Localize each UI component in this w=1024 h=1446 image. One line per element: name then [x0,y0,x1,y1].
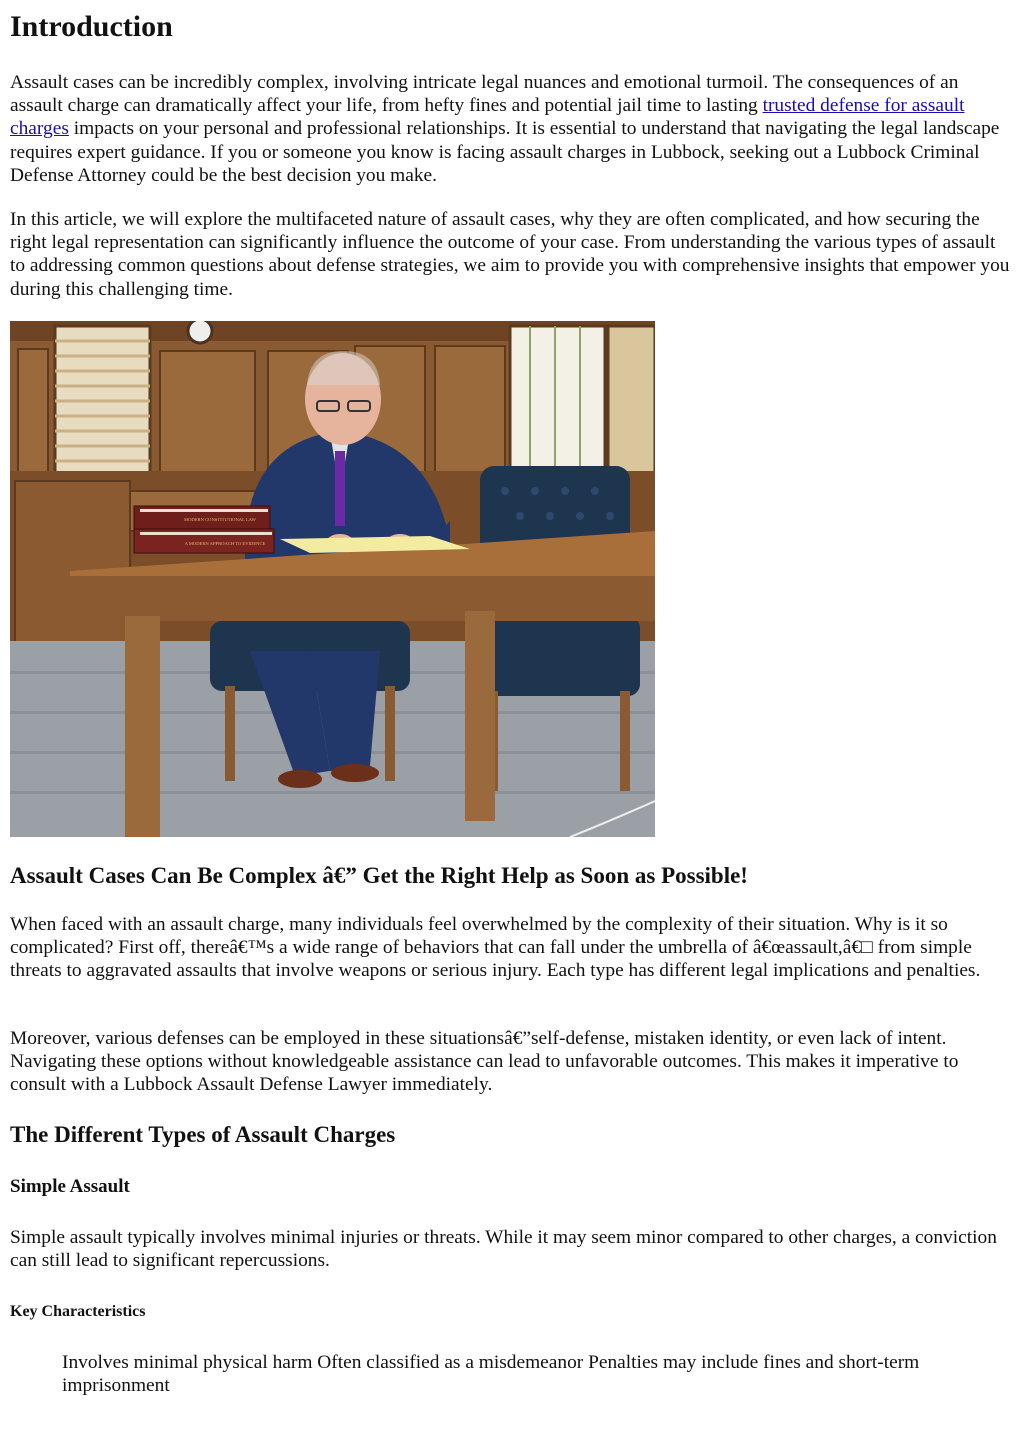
subheading-simple-assault: Simple Assault [10,1176,130,1197]
intro-text-after-link: impacts on your personal and professional relationships. It is essential to understand that navigating the legal landscape requires expert guidance. If you or someone you know is facing assault charges in Lubbock, seeking out a Lubbock Criminal Defense Attorney could be the best decision you make. [10,118,1000,186]
section1-paragraph-2: Moreover, various defenses can be employed in these situationsâ€”self-defense, mistaken identity, or even lack of intent. Navigating these options without knowledgeable assistance can lead to unfavorable outcomes. This makes it imperative to consult with a Lubbock Assault Defense Lawyer immediately. [10,1028,959,1096]
lawyer-at-desk-photo [10,321,655,837]
key-characteristics-heading: Key Characteristics [10,1303,146,1320]
key-characteristics-list: Involves minimal physical harm Often classified as a misdemeanor Penalties may include fines and short-term imprisonment [62,1352,920,1397]
intro-paragraph-2: In this article, we will explore the multifaceted nature of assault cases, why they are often complicated, and how securing the right legal representation can significantly influence the outcome of your case. From understanding the various types of assault to addressing common questions about defense strategies, we aim to provide you with comprehensive insights that empower you during this challenging time. [10,209,1010,300]
book-bottom-title: A MODERN APPROACH TO EVIDENCE [184,541,266,546]
book-top-title: MODERN CONSTITUTIONAL LAW [184,517,256,522]
simple-assault-paragraph: Simple assault typically involves minimal injuries or threats. While it may seem minor compared to other charges, a conviction can still lead to significant repercussions. [10,1227,997,1272]
section-heading-types: The Different Types of Assault Charges [10,1122,396,1147]
intro-text-before-link: Assault cases can be incredibly complex, involving intricate legal nuances and emotional turmoil. The consequences of an assault charge can dramatically affect your life, from hefty fines and potential jail time to lasting [10,72,959,117]
section1-paragraph-1: When faced with an assault charge, many individuals feel overwhelmed by the complexity of their situation. Why is it so complicated? First off, thereâ€™s a wide range of behaviors that can fall under the umbrella of â€œassault,â€□ from simple threats to aggravated assaults that involve weapons or serious injury. Each type has different legal implications and penalties. [10,914,981,982]
trusted-defense-link[interactable]: trusted defense for assault charges [10,95,965,140]
intro-paragraph-1 [10,71,1014,187]
section-heading-complex: Assault Cases Can Be Complex â€” Get the Right Help as Soon as Possible! [10,863,748,888]
page-title: Introduction [10,10,173,43]
